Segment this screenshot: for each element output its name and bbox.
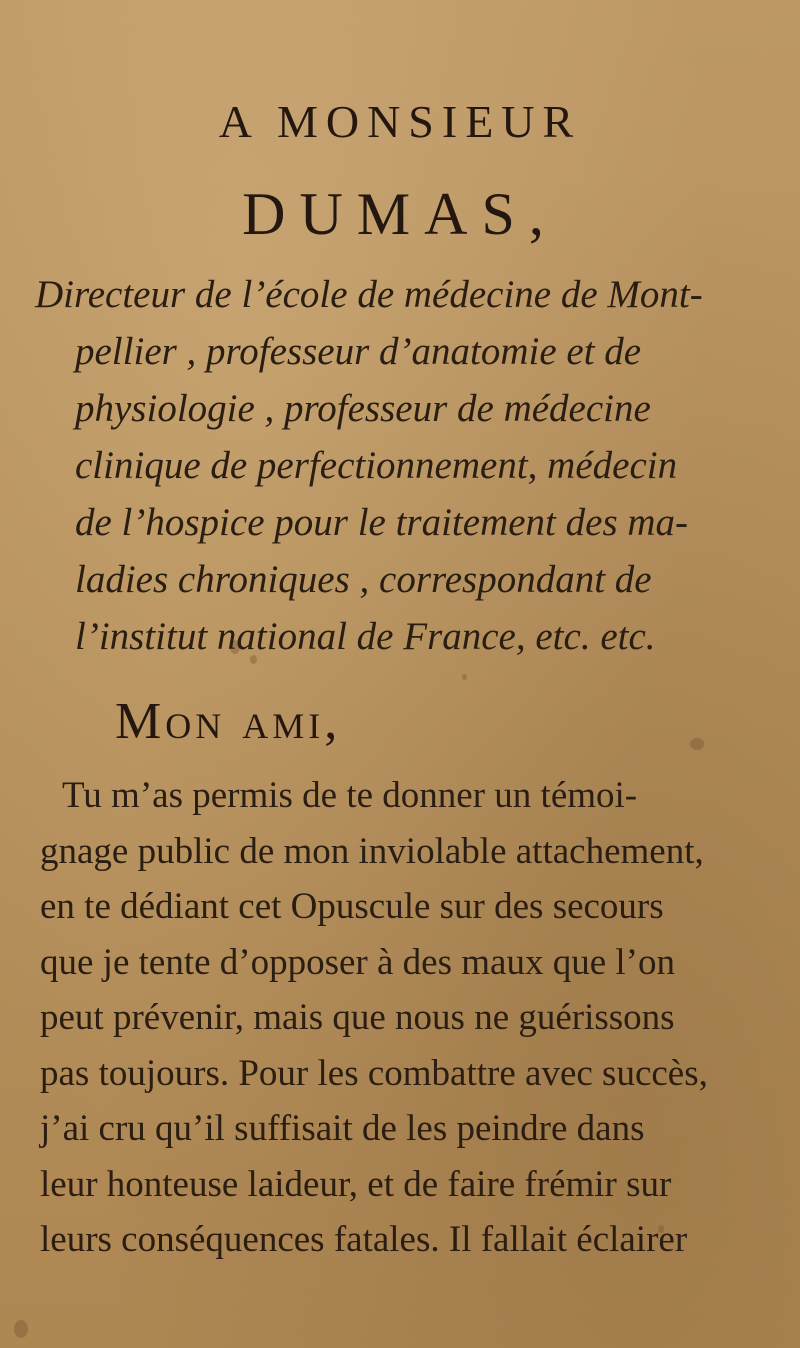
letter-body (40, 768, 708, 1268)
body-line: Tu m’as permis de te donner un témoi- (62, 775, 638, 816)
dedication-heading-name: DUMAS, (242, 181, 558, 247)
paper-stain (462, 674, 467, 680)
dedication-titles (35, 266, 703, 665)
dedication-line: l’institut national de France, etc. etc. (75, 615, 656, 658)
dedication-line: physiologie , professeur de médecine (75, 387, 651, 430)
body-line: j’ai cru qu’il suffisait de les peindre dans (40, 1108, 645, 1149)
paper-stain (690, 738, 704, 750)
body-line: gnage public de mon inviolable attachement, (40, 830, 704, 872)
dedication-line: ladies chroniques , correspondant de (75, 558, 652, 601)
dedication-line: Directeur de l’école de médecine de Mont- (35, 273, 703, 316)
body-line: peut prévenir, mais que nous ne guérissons (40, 997, 675, 1038)
paper-stain (14, 1320, 28, 1338)
body-line: pas toujours. Pour les combattre avec succès, (40, 1052, 708, 1094)
dedication-line: pellier , professeur d’anatomie et de (75, 330, 642, 373)
dedication-line: de l’hospice pour le traitement des ma- (75, 501, 689, 544)
dedication-heading-line-1: A MONSIEUR (218, 96, 582, 147)
dedication-line: clinique de perfectionnement, médecin (75, 444, 678, 487)
salutation: Mon ami, (115, 693, 342, 750)
body-line: en te dédiant cet Opuscule sur des secours (40, 886, 664, 927)
body-line: leurs conséquences fatales. Il fallait éclairer (40, 1219, 688, 1260)
body-line: leur honteuse laideur, et de faire frémir sur (40, 1163, 672, 1205)
body-line: que je tente d’opposer à des maux que l’on (40, 941, 675, 983)
